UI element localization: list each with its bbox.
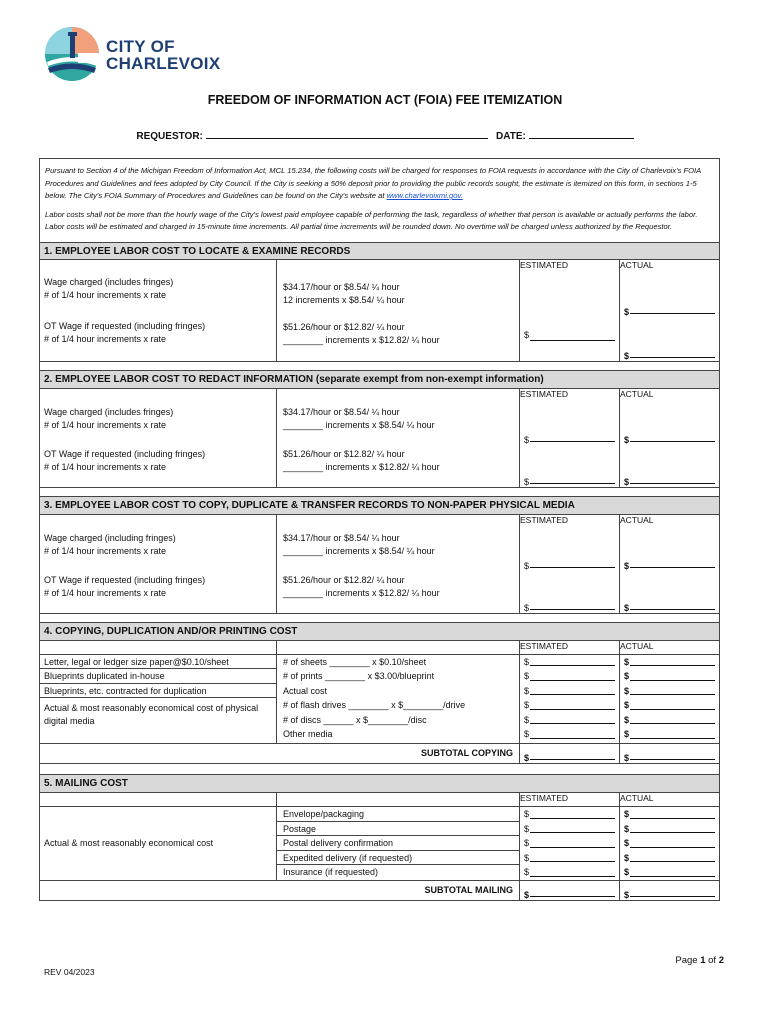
- section-1-header: 1. EMPLOYEE LABOR COST TO LOCATE & EXAMINE RECORDS: [40, 242, 719, 260]
- s4-discs-item: # of discs ______ x $________/disc: [283, 714, 427, 725]
- s3-wage-actual[interactable]: $: [620, 528, 719, 571]
- s2-ot-estimated[interactable]: $: [520, 445, 620, 487]
- logo-wordmark: [106, 38, 220, 72]
- intro-paragraph-1: Pursuant to Section 4 of the Michigan Freedom of Information Act, MCL 15.234, the following costs will be charged for responses to FOIA requests in accordance with the City of Charlevoix's FOIA Procedures and Guidelines and fees adopted by City Council. If the City is seeking a 50% deposit prior to providing the public records sought, the estimate is itemized on this form, in sections 1-5 below. The City's FOIA Summary of Procedures and Guidelines can be found on the City's website at: [45, 166, 701, 200]
- s4-contracted-label: Blueprints, etc. contracted for duplication: [40, 684, 276, 699]
- s5-act-4[interactable]: $: [620, 851, 719, 866]
- estimated-header: ESTIMATED: [520, 641, 620, 654]
- section-3-header: 3. EMPLOYEE LABOR COST TO COPY, DUPLICATE & TRANSFER RECORDS TO NON-PAPER PHYSICAL MEDIA: [40, 497, 719, 515]
- subtotal-copying-label: SUBTOTAL COPYING: [40, 744, 520, 763]
- website-link[interactable]: www.charlevoixmi.gov.: [386, 191, 463, 200]
- s4-flash-item: # of flash drives ________ x $________/drive: [283, 700, 466, 710]
- logo-line-1: CITY OF: [106, 37, 175, 56]
- section-5-body: [40, 806, 719, 880]
- s3-ot-rate: $51.26/hour or $12.82/ ¼ hour ________ increments x $12.82/ ¼ hour: [277, 571, 520, 613]
- s4-act-4[interactable]: $: [620, 698, 719, 713]
- s1-wage-estimated: [520, 273, 620, 317]
- s2-wage-estimated[interactable]: $: [520, 402, 620, 445]
- s4-media-label: Actual & most reasonably economical cost of physical digital media: [44, 703, 259, 726]
- s2-wage-rate: $34.17/hour or $8.54/ ¼ hour ________ increments x $8.54/ ¼ hour: [277, 402, 520, 445]
- actual-header: ACTUAL: [620, 793, 654, 803]
- s1-wage-label: Wage charged (includes fringes) # of 1/4 hour increments x rate: [40, 273, 277, 317]
- s4-est-5[interactable]: $: [520, 713, 619, 728]
- s4-est-2[interactable]: $: [520, 669, 619, 684]
- s4-prints-item: # of prints ________ x $3.00/blueprint: [283, 671, 435, 681]
- s1-ot-actual[interactable]: $: [620, 317, 719, 361]
- s5-confirmation-item: Postal delivery confirmation: [277, 836, 519, 851]
- section-5-header: 5. MAILING COST: [40, 775, 719, 793]
- estimated-header: ESTIMATED: [520, 793, 620, 806]
- requestor-field[interactable]: [206, 130, 488, 139]
- s4-est-4[interactable]: $: [520, 698, 619, 713]
- s2-ot-rate: $51.26/hour or $12.82/ ¼ hour ________ increments x $12.82/ ¼ hour: [277, 445, 520, 487]
- s5-act-2[interactable]: $: [620, 822, 719, 837]
- page-title: FREEDOM OF INFORMATION ACT (FOIA) FEE ITEMIZATION: [207, 93, 563, 107]
- s1-ot-label: OT Wage if requested (including fringes) # of 1/4 hour increments x rate: [40, 317, 277, 361]
- section-spacer: [40, 613, 719, 623]
- s1-wage-actual[interactable]: $: [620, 273, 719, 317]
- s3-ot-label: OT Wage if requested (including fringes) # of 1/4 hour increments x rate: [40, 571, 277, 613]
- s1-ot-rate: $51.26/hour or $12.82/ ¼ hour ________ increments x $12.82/ ¼ hour: [277, 317, 520, 361]
- s3-wage-rate: $34.17/hour or $8.54/ ¼ hour ________ increments x $8.54/ ¼ hour: [277, 528, 520, 571]
- section-4-header: 4. COPYING, DUPLICATION AND/OR PRINTING COST: [40, 623, 719, 641]
- section-1-grid: [40, 260, 719, 361]
- section-2-grid: [40, 389, 719, 487]
- s5-est-1[interactable]: $: [520, 807, 619, 822]
- section-spacer: [40, 763, 719, 775]
- s4-est-3[interactable]: $: [520, 684, 619, 699]
- s4-subtotal-row: [40, 743, 719, 763]
- actual-header: ACTUAL: [620, 514, 654, 525]
- page-number: Page 1 of 2: [675, 955, 724, 966]
- actual-header: ACTUAL: [620, 259, 654, 270]
- fee-form: [39, 158, 720, 901]
- s4-act-6[interactable]: $: [620, 727, 719, 742]
- date-label: DATE:: [496, 131, 526, 142]
- section-4-grid: [40, 641, 719, 654]
- s5-subtotal-row: [40, 880, 719, 900]
- actual-header: ACTUAL: [620, 640, 654, 651]
- s5-expedited-item: Expedited delivery (if requested): [277, 851, 519, 866]
- s5-est-5[interactable]: $: [520, 865, 619, 880]
- s4-blueprint-label: Blueprints duplicated in-house: [40, 669, 276, 684]
- s5-envelope-item: Envelope/packaging: [277, 807, 519, 822]
- section-4-body: [40, 654, 719, 744]
- s5-act-5[interactable]: $: [620, 865, 719, 880]
- s1-wage-rate: $34.17/hour or $8.54/ ¼ hour 12 increments x $8.54/ ¼ hour: [277, 273, 520, 317]
- s5-act-3[interactable]: $: [620, 836, 719, 851]
- s2-ot-label: OT Wage if requested (including fringes) # of 1/4 hour increments x rate: [40, 445, 277, 487]
- s5-est-3[interactable]: $: [520, 836, 619, 851]
- intro-text: [40, 159, 719, 242]
- requestor-date-line: [0, 130, 770, 142]
- s5-insurance-item: Insurance (if requested): [283, 867, 379, 877]
- section-spacer: [40, 361, 719, 371]
- s5-mailing-label: Actual & most reasonably economical cost: [44, 838, 214, 849]
- s4-other-item: Other media: [283, 729, 333, 739]
- s5-act-1[interactable]: $: [620, 807, 719, 822]
- estimated-header: ESTIMATED: [520, 515, 620, 528]
- intro-paragraph-2: Labor costs shall not be more than the hourly wage of the City's lowest paid employee capable of performing the task, regardless of whether that person is available or actually performs the labor. Labor costs will be estimated and charged in 15-minute time increments. All partial time increments will be rounded down. No overtime will be charged unless authorized by the Requestor.: [45, 209, 698, 231]
- subtotal-mailing-label: SUBTOTAL MAILING: [40, 881, 520, 900]
- s4-est-6[interactable]: $: [520, 727, 619, 742]
- logo-line-2: CHARLEVOIX: [106, 54, 221, 73]
- s2-ot-actual[interactable]: $: [620, 445, 719, 487]
- subtotal-mailing-actual[interactable]: $: [620, 881, 719, 900]
- requestor-label: REQUESTOR:: [136, 131, 203, 142]
- s4-sheets-item: # of sheets ________ x $0.10/sheet: [283, 656, 427, 667]
- subtotal-mailing-estimated[interactable]: $: [520, 881, 620, 900]
- s4-paper-label: Letter, legal or ledger size paper@$0.10/sheet: [40, 655, 276, 670]
- s3-ot-actual[interactable]: $: [620, 571, 719, 613]
- s3-ot-estimated[interactable]: $: [520, 571, 620, 613]
- s3-wage-label: Wage charged (including fringes) # of 1/4 hour increments x rate: [40, 528, 277, 571]
- subtotal-copying-actual[interactable]: $: [620, 744, 719, 763]
- actual-header: ACTUAL: [620, 388, 654, 399]
- s5-est-2[interactable]: $: [520, 822, 619, 837]
- s4-actual-cost-item: Actual cost: [283, 685, 328, 696]
- s1-ot-estimated[interactable]: $: [520, 317, 620, 361]
- estimated-header: ESTIMATED: [520, 389, 620, 402]
- s2-wage-actual[interactable]: $: [620, 402, 719, 445]
- s4-act-5[interactable]: $: [620, 713, 719, 728]
- section-3-grid: [40, 515, 719, 613]
- section-spacer: [40, 487, 719, 497]
- s5-postage-item: Postage: [277, 822, 519, 837]
- s3-wage-estimated[interactable]: $: [520, 528, 620, 571]
- date-field[interactable]: [529, 130, 634, 139]
- s4-act-2[interactable]: $: [620, 669, 719, 684]
- s5-est-4[interactable]: $: [520, 851, 619, 866]
- section-2-header: 2. EMPLOYEE LABOR COST TO REDACT INFORMATION (separate exempt from non-exempt information): [40, 371, 719, 389]
- revision-date: REV 04/2023: [44, 967, 95, 977]
- section-5-grid: [40, 793, 719, 806]
- s4-act-3[interactable]: $: [620, 684, 719, 699]
- estimated-header: ESTIMATED: [520, 260, 620, 273]
- s4-act-1[interactable]: $: [620, 655, 719, 670]
- s4-est-1[interactable]: $: [520, 655, 619, 670]
- s2-wage-label: Wage charged (includes fringes) # of 1/4 hour increments x rate: [40, 402, 277, 445]
- subtotal-copying-estimated[interactable]: $: [520, 744, 620, 763]
